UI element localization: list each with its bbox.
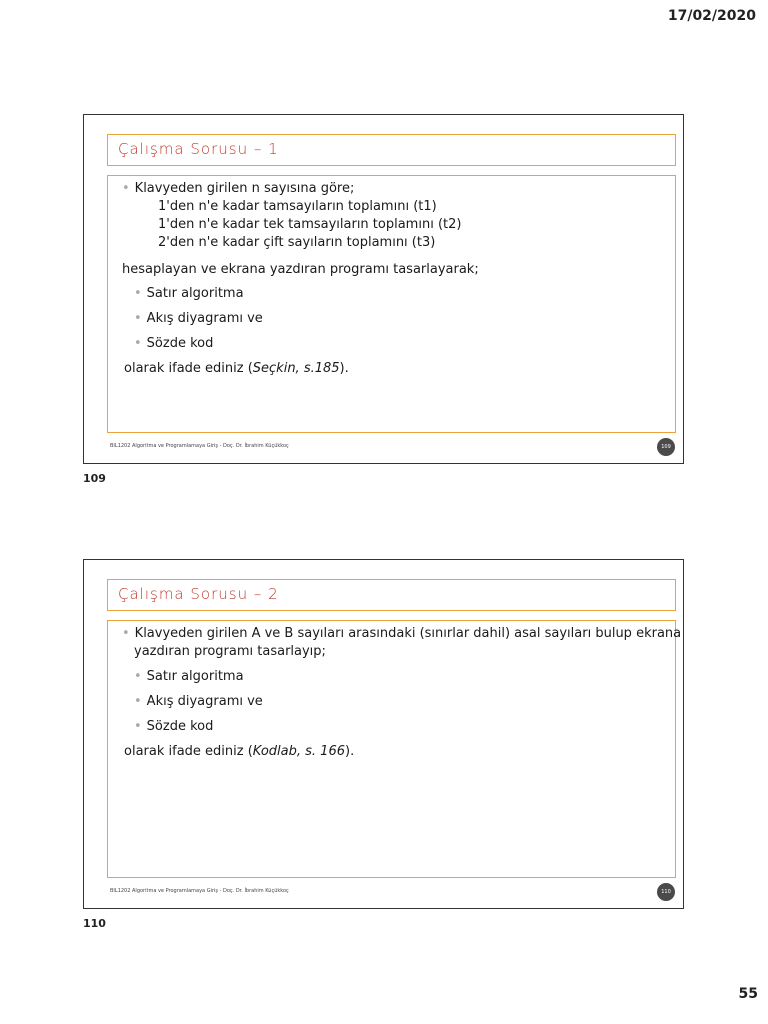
bullet-icon: • bbox=[122, 626, 130, 641]
bullet-text: Sözde kod bbox=[146, 336, 214, 351]
bullet-icon: • bbox=[134, 669, 142, 684]
page-date: 17/02/2020 bbox=[667, 8, 756, 24]
slide-number-badge: 109 bbox=[657, 438, 675, 456]
list-item bbox=[134, 669, 244, 684]
slide-number-badge: 110 bbox=[657, 883, 675, 901]
slide-content bbox=[107, 175, 676, 433]
reference-citation: Seçkin, s.185 bbox=[252, 361, 340, 376]
slide-footer: BIL1202 Algoritma ve Programlamaya Giriş - Doç. Dr. İbrahim Küçükkoç bbox=[110, 443, 289, 449]
reference-citation: Kodlab, s. 166 bbox=[252, 744, 345, 759]
slide-title-box bbox=[107, 134, 676, 166]
bullet-icon: • bbox=[134, 286, 142, 301]
bullet-text: Akış diyagramı ve bbox=[146, 311, 263, 326]
bullet-text: Satır algoritma bbox=[146, 286, 244, 301]
slide-title: Çalışma Sorusu – 1 bbox=[118, 140, 279, 158]
slide-label: 109 bbox=[83, 472, 106, 485]
bullet-icon: • bbox=[134, 311, 142, 326]
slide-110 bbox=[83, 559, 684, 909]
bullet-icon: • bbox=[122, 181, 130, 196]
list-item: 2'den n'e kadar çift sayıların toplamını (t3) bbox=[158, 235, 436, 250]
task-text: hesaplayan ve ekrana yazdıran programı tasarlayarak; bbox=[122, 262, 479, 277]
bullet-icon: • bbox=[134, 694, 142, 709]
list-item: 1'den n'e kadar tamsayıların toplamını (t1) bbox=[158, 199, 437, 214]
list-item: 1'den n'e kadar tek tamsayıların toplamını (t2) bbox=[158, 217, 462, 232]
slide-title-box bbox=[107, 579, 676, 611]
slide-label: 110 bbox=[83, 917, 106, 930]
list-item bbox=[134, 694, 263, 709]
bullet-text: Sözde kod bbox=[146, 719, 214, 734]
closing-text: olarak ifade ediniz (Kodlab, s. 166). bbox=[124, 744, 355, 759]
list-item bbox=[134, 719, 213, 734]
list-item bbox=[134, 336, 213, 351]
slide-title: Çalışma Sorusu – 2 bbox=[118, 585, 279, 603]
bullet-text: Akış diyagramı ve bbox=[146, 694, 263, 709]
bullet-icon: • bbox=[134, 719, 142, 734]
intro-line: yazdıran programı tasarlayıp; bbox=[134, 644, 326, 659]
page-number: 55 bbox=[738, 986, 758, 1002]
bullet-icon: • bbox=[134, 336, 142, 351]
intro-text: Klavyeden girilen n sayısına göre; bbox=[134, 181, 355, 196]
list-item bbox=[134, 286, 244, 301]
intro-text: Klavyeden girilen A ve B sayıları arasındaki (sınırlar dahil) asal sayıları bulup ekrana bbox=[134, 626, 682, 641]
slide-109 bbox=[83, 114, 684, 464]
intro-line bbox=[122, 626, 681, 641]
list-item bbox=[134, 311, 263, 326]
closing-text: olarak ifade ediniz (Seçkin, s.185). bbox=[124, 361, 349, 376]
slide-content bbox=[107, 620, 682, 878]
intro-line bbox=[122, 181, 354, 196]
slide-footer: BIL1202 Algoritma ve Programlamaya Giriş - Doç. Dr. İbrahim Küçükkoç bbox=[110, 888, 289, 894]
bullet-text: Satır algoritma bbox=[146, 669, 244, 684]
